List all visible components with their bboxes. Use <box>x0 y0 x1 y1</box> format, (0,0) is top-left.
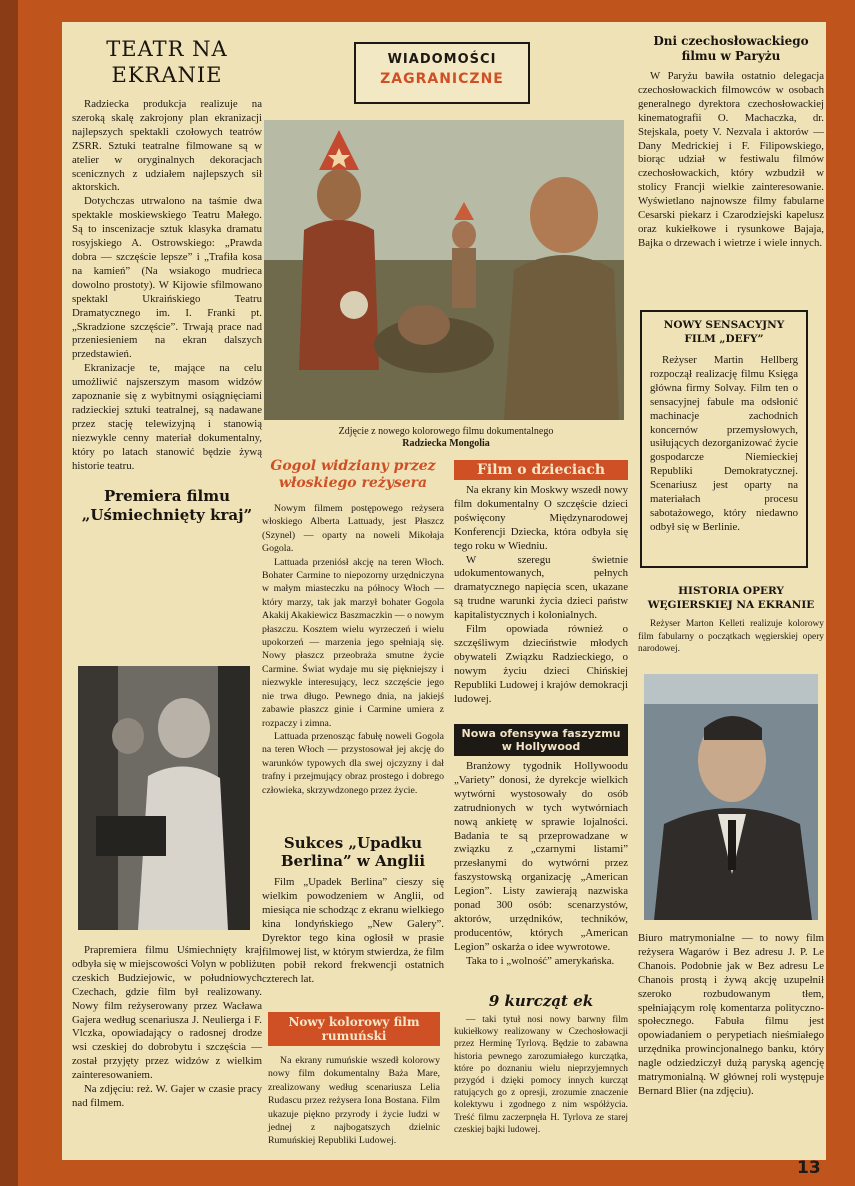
article-rumunski <box>268 1012 440 1148</box>
defy-title: NOWY SENSACYJNY FILM „DEFY” <box>663 319 785 345</box>
logo-line2: ZAGRANICZNE <box>380 71 504 87</box>
kurczatek-title: 9 kurcząt ek <box>488 992 594 1010</box>
paragraph: W Paryżu bawiła ostatnio delegacja czechosłowackich filmowców w osobach generalnego dyrektora czechosłowackiej kinematografii O. Machaczka, dr. Stejskala, poety V. Nezvala i aktorów — Dany Medrickiej i F. Filipowskiego, biorąc udział w festiwalu filmów czechosłowackich, który wzbudził w stolicy Francji wielkie zainteresowanie. Wyświetlano najnowsze filmy fabularne Cesarski piekarz i Czarodziejski kapelusz oraz kukiełkowe i rysunkowe Bajaja, Bajka o drzewach i wietrze i wiele innych. <box>638 70 824 249</box>
paragraph: Ekranizacje te, mające na celu umożliwić najszerszym masom widzów zapoznanie się z wybitnymi osiągnięciami radzieckiej sztuki teatralnej, są nadawane przez stację telewizyjną i stanowią niezwykle cenny materiał dokumentalny, który po latach stanowić będzie żywą historie teatru. <box>72 362 262 472</box>
ofensywa-body <box>454 760 628 969</box>
binding-strip <box>0 0 18 1186</box>
gogol-title: Gogol widziany przez włoskiego reżysera <box>270 458 436 491</box>
photo-caption-line1: Zdjęcie z nowego kolorowego filmu dokumentalnego <box>338 426 554 437</box>
paryz-body <box>638 70 824 251</box>
paragraph: Na zdjęciu: reż. W. Gajer w czasie pracy nad filmem. <box>72 1083 262 1109</box>
article-sukces <box>262 834 444 987</box>
rumunski-body <box>268 1054 440 1148</box>
director-photo-illustration <box>78 666 250 930</box>
gogol-body <box>262 502 444 797</box>
dzieci-title: Film o dzieciach <box>454 460 628 480</box>
photo-bernard-blier <box>644 674 818 920</box>
kurczatek-body <box>454 1014 628 1136</box>
defy-body <box>650 354 798 535</box>
paragraph: Na ekrany kin Moskwy wszedł nowy film dokumentalny O szczęście dzieci poświęcony Międzynarodowej Konferencji Dziecka, która odbyła się tego roku w Wiedniu. <box>454 484 628 552</box>
paragraph: Biuro matrymonialne — to nowy film reżysera Wagarów i Bez adresu J. P. Le Chanois. Podobnie jak w Bez adresu Le Chanois prostą i żywą akcję uzupełnił szeroko rozbudowanym tłem, spełniającym rolę komentarza polityczno-społecznego. Fabuła filmu jest opowiadaniem o perypetiach nieśmiałego urzędnika prowincjonalnego banku, który nagle odziedziczył dużą paryską agencję matrymonialną. W głównej roli występuje Bernard Blier (na zdjęciu). <box>638 932 824 1097</box>
premiera-title: Premiera filmu „Uśmiechnięty kraj” <box>81 487 253 525</box>
article-ofensywa <box>454 724 628 969</box>
mongolia-photo-illustration <box>264 120 624 420</box>
photo-mongolia-children <box>264 120 624 420</box>
magazine-page <box>62 22 826 1160</box>
sukces-title: Sukces „Upadku Berlina” w Anglii <box>280 834 426 870</box>
article-dzieci <box>454 460 628 707</box>
page-number: 13 <box>797 1158 821 1178</box>
article-kurczatek <box>454 992 628 1136</box>
paragraph: Dotychczas utrwalono na taśmie dwa spektakle moskiewskiego Teatru Małego. Są to inscenizacje sztuk klasyka dramatu rosyjskiego A. Ostrowskiego: „Prawda dobra — szczęście lepsze” i „Trafiła kosa na kamień” (Na wsiakogo mudrieca dowolno prostoty). W Kijowie sfilmowano spektakl Ukraińskiego Teatru Dramatycznego im. I. Franki pt. „Skradzione szczęście”. Trwają prace nad przeniesieniem na ekran dalszych przedstawień. <box>72 195 262 361</box>
ofensywa-title: Nowa ofensywa faszyzmu w Hollywood <box>454 724 628 756</box>
paragraph: Film opowiada również o szczęśliwym dzieciństwie młodych obywateli Związku Radzieckiego, o nowym życiu dzieci Chińskiej Republiki Ludowej i krajów demokracji ludowej. <box>454 623 628 705</box>
blier-photo-illustration <box>644 674 818 920</box>
paragraph: Lattuada przenosząc fabułę noweli Gogola na teren Włoch — przystosował jej akcję do warunków typowych dla swej ojczyzny i dał trafny i przejmujący obraz prostego i dobrego człowieka, skrzywdzonego przez życie. <box>262 730 444 796</box>
paragraph: Prapremiera filmu Uśmiechnięty kraj odbyła się w miejscowości Volyn w pobliżu czeskich Budziejowic, w południowych Czechach, gdzie film był realizowany. Nowy film reżyserowany przez Wacława Gajera według scenariusza J. Neulierga i F. Vlczka, opowiadający o radosnej drodze wsi czeskiej do dobrobytu i szczęścia — został przyjęty przez widzów z wielkim zainteresowaniem. <box>72 944 262 1082</box>
paryz-title: Dni czechosłowackiego filmu w Paryżu <box>653 34 809 63</box>
article-teatr-body <box>72 98 262 473</box>
article-paryz <box>638 34 824 251</box>
paragraph: Film „Upadek Berlina” cieszy się wielkim powodzeniem w Anglii, od miesiąca nie schodząc z ekranu wielkiego kina londyńskiego „New Galery”. Dyrektor tego kina ogłosił w prasie filmowej list, w którym stwierdza, że film ten pobił rekord frekwencji ostatnich czterech lat. <box>262 876 444 986</box>
paragraph: Nowym filmem postępowego reżysera włoskiego Alberta Lattuady, jest Płaszcz (Szynel) — oparty na noweli Mikołaja Gogola. <box>262 503 444 555</box>
paragraph: W szeregu świetnie udokumentowanych, pełnych dramatycznego napięcia scen, ukazane są trudne warunki życia dzieci państw kapitalistycznych i kolonialnych. <box>454 553 628 622</box>
logo-line1: WIADOMOŚCI <box>387 52 497 67</box>
paragraph: Reżyser Martin Hellberg rozpoczął realizację filmu Księga główna firmy Solvay. Film ten o sensacyjnej fabule ma odsłonić machinacje zachodnich koncernów przemysłowych, usiłujących dezorganizować życie gospodarcze Niemieckiej Republiki Demokratycznej. Scenariusz jest oparty na materiałach procesu sabotażowego, który niedawno odbył się w Berlinie. <box>650 354 798 533</box>
paragraph: Branżowy tygodnik Hollywoodu „Variety” donosi, że dyrekcje wielkich wytwórni wystosowały do osób zatrudnionych w tych wytwórniach nową ankietę w sprawie lojalności. Badania te są przeprowadzane w związku z „czarnymi listami” przesłanymi do wytwórni przez faszystowską organizację „American Legion”. Listy zawierają nazwiska ponad 300 osób: scenarzystów, aktorów, urzędników, techników, producentów, których „American Legion” oskarża o idee wywrotowe. <box>454 760 628 953</box>
paragraph: Taka to i „wolność” amerykańska. <box>466 954 615 967</box>
paragraph: Radziecka produkcja realizuje na szeroką skalę zakrojony plan ekranizacji najlepszych spektakli czołowych teatrów ZSRR. Sztuki teatralne filmowane są w atelier w oryginalnych dekoracjach scenicznych z udziałem najlepszych sił aktorskich. <box>72 98 262 194</box>
article-defy <box>640 310 808 568</box>
paragraph: Reżyser Marton Kelleti realizuje kolorowy film fabularny o początkach węgierskiej opery narodowej. <box>638 619 824 655</box>
column-left <box>72 22 262 1109</box>
article-title-teatr: TEATR NA EKRANIE <box>106 37 228 87</box>
paragraph: — taki tytuł nosi nowy barwny film kukiełkowy realizowany w Czechosłowacji przez Herminę Tyrlovą. Będzie to zabawna historia pewnego zarozumiałego kurczątka, które po doznaniu wielu nieprzyjemnych przygód i dzięki pomocy innych kurcząt ratujących go z opresji, zrozumie znaczenie kolektywu i zgodnego z nim współżycia. Treść filmu zaczerpnęła H. Tyrlova ze starej czeskiej bajki ludowej. <box>454 1015 628 1135</box>
paragraph: Lattuada przeniósł akcję na teren Włoch. Bohater Carmine to niepozorny urzędniczyna w małym miasteczku na północy Włoch — który marzy, tak jak marzył bohater Gogola Akakij Akakiewicz Baszmaczkin — o nowym płaszczu. Kosztem wielu wyrzeczeń i wielu upokorzeń — marzenia jego spełniają się. Nowy płaszcz przeobraża smutne życie Carmine. Świat wydaje mu się piękniejszy i niezwykle interesujący, lecz szczęście jego nie trwa długo. Pewnego dnia, na jakiejś zabawie płaszcz ginie i Carmine umiera z rozpaczy i zimna. <box>262 556 444 729</box>
opera-body <box>638 618 824 656</box>
article-opera <box>638 584 824 656</box>
sukces-body <box>262 876 444 987</box>
section-logo <box>354 42 530 104</box>
article-biuro <box>638 932 824 1099</box>
rumunski-title: Nowy kolorowy film rumuński <box>268 1012 440 1046</box>
photo-director-gajer <box>78 666 250 930</box>
paragraph: Na ekrany rumuńskie wszedł kolorowy nowy film dokumentalny Baża Mare, zrealizowany według scenariusza Lelia Rudascu przez reżysera Iona Bostana. Film ukazuje piękno przyrody i życie ludzi w jednej z najbogatszych dzielnic Rumuńskiej Republiki Ludowej. <box>268 1055 440 1147</box>
article-gogol <box>262 458 444 797</box>
photo-caption-line2: Radziecka Mongolia <box>402 438 490 449</box>
premiera-body <box>72 944 262 1111</box>
opera-title: HISTORIA OPERY WĘGIERSKIEJ NA EKRANIE <box>647 585 815 611</box>
dzieci-body <box>454 484 628 707</box>
